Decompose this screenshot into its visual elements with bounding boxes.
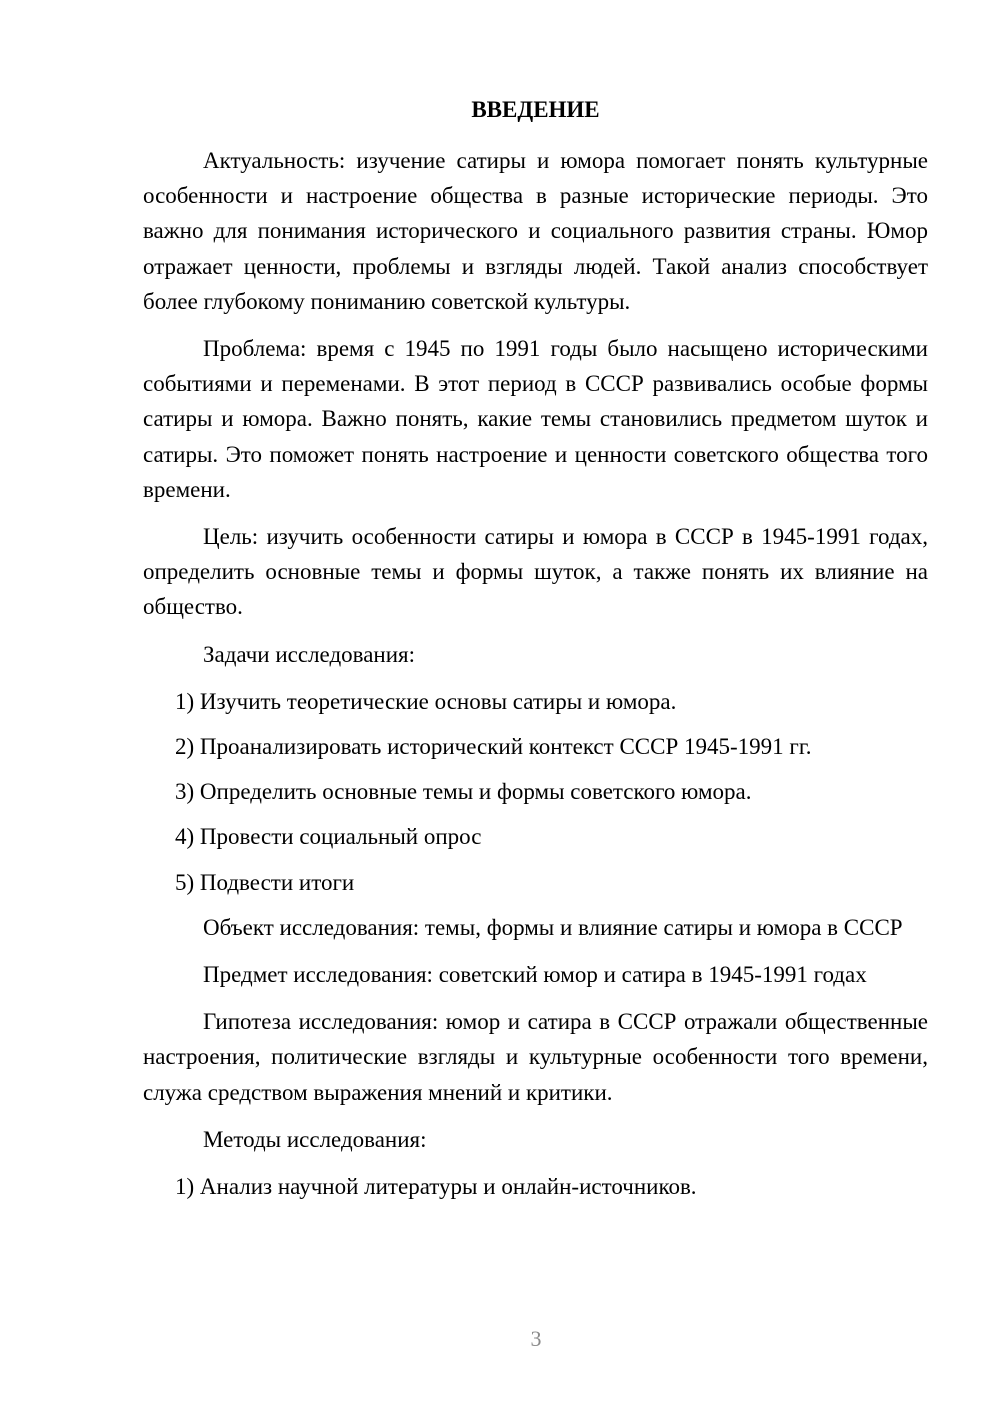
page-content xyxy=(143,91,928,1214)
methods-heading: Методы исследования: xyxy=(203,1126,427,1152)
list-item: 1) Анализ научной литературы и онлайн-источников. xyxy=(175,1174,697,1200)
list-item: 4) Провести социальный опрос xyxy=(175,824,482,850)
paragraph-problem: Проблема: время с 1945 по 1991 годы было насыщено историческими событиями и переменами. В этот период в СССР развивались особые формы сатиры и юмора. Важно понять, какие темы становились предметом шуток и сатиры. Это поможет понять настроение и ценности советского общества того времени. xyxy=(143,336,928,502)
page-title: ВВЕДЕНИЕ xyxy=(471,97,600,122)
tasks-heading: Задачи исследования: xyxy=(203,641,416,667)
paragraph-subject: Предмет исследования: советский юмор и сатира в 1945-1991 годах xyxy=(203,962,867,988)
paragraph-relevance: Актуальность: изучение сатиры и юмора помогает понять культурные особенности и настроение общества в разные исторические периоды. Это важно для понимания исторического и социального развития страны. Юмор отражает ценности, проблемы и взгляды людей. Такой анализ способствует более глубокому пониманию советской культуры. xyxy=(143,148,928,314)
methods-list xyxy=(143,1169,928,1204)
list-item: 2) Проанализировать исторический контекст СССР 1945-1991 гг. xyxy=(175,734,812,760)
tasks-list xyxy=(143,684,928,900)
list-item: 1) Изучить теоретические основы сатиры и юмора. xyxy=(175,688,677,714)
paragraph-hypothesis: Гипотеза исследования: юмор и сатира в СССР отражали общественные настроения, политические взгляды и культурные особенности того времени, служа средством выражения мнений и критики. xyxy=(143,1009,928,1105)
list-item: 3) Определить основные темы и формы советского юмора. xyxy=(175,779,752,805)
paragraph-goal: Цель: изучить особенности сатиры и юмора в СССР в 1945-1991 годах, определить основные темы и формы шуток, а также понять их влияние на общество. xyxy=(143,524,928,620)
page-number: 3 xyxy=(530,1326,542,1351)
list-item: 5) Подвести итоги xyxy=(175,869,355,895)
paragraph-object: Объект исследования: темы, формы и влияние сатиры и юмора в СССР xyxy=(203,914,903,940)
